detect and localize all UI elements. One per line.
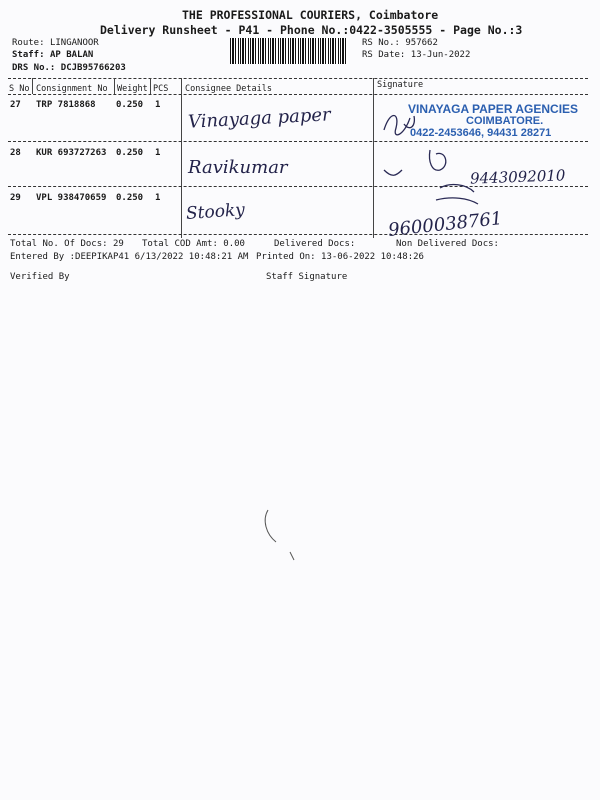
- staff-label: Staff:: [12, 50, 45, 60]
- row-sno: 28: [10, 148, 21, 158]
- row-weight: 0.250: [116, 100, 144, 110]
- row-consignment: TRP 7818868: [36, 100, 96, 110]
- stamp-name: VINAYAGA PAPER AGENCIES: [408, 102, 579, 116]
- row-sno: 27: [10, 100, 21, 110]
- row-pcs: 1: [155, 193, 161, 203]
- signature-phone-2: 9600038761: [387, 208, 504, 241]
- total-docs: Total No. Of Docs: 29: [10, 239, 124, 249]
- total-cod: Total COD Amt: 0.00: [142, 239, 245, 249]
- drs-label: DRS No.:: [12, 63, 56, 73]
- row-consignment: VPL 938470659: [36, 193, 107, 203]
- route-value: LINGANOOR: [49, 38, 99, 48]
- rs-date-label: RS Date:: [362, 50, 406, 60]
- row-pcs: 1: [155, 100, 161, 110]
- col-header-consignment: Consignment No: [36, 84, 108, 94]
- rs-date-value: 13-Jun-2022: [410, 50, 471, 60]
- stamp-phones: 0422-2453646, 94431 28271: [410, 127, 552, 139]
- staff-signature: Staff Signature: [266, 272, 348, 282]
- row-weight: 0.250: [116, 148, 144, 158]
- row-consignee-handwritten: Ravikumar: [188, 157, 288, 178]
- stamp-city: COIMBATORE.: [466, 115, 544, 127]
- printed-on: Printed On: 13-06-2022 10:48:26: [256, 252, 424, 262]
- company-title: THE PROFESSIONAL COURIERS, Coimbatore: [182, 8, 439, 22]
- col-header-weight: Weight: [117, 84, 148, 94]
- col-header-signature: Signature: [377, 80, 424, 90]
- row-consignee-handwritten: Vinayaga paper: [187, 104, 332, 133]
- row-weight: 0.250: [116, 193, 144, 203]
- route-label: Route:: [12, 38, 45, 48]
- col-header-sno: S No: [9, 84, 30, 94]
- non-delivered-docs: Non Delivered Docs:: [396, 239, 499, 249]
- col-header-pcs: PCS: [153, 84, 169, 94]
- staff-value: AP BALAN: [49, 50, 94, 60]
- row-sno: 29: [10, 193, 21, 203]
- rs-no-label: RS No.:: [362, 38, 400, 48]
- row-consignee-handwritten: Stooky: [185, 199, 246, 225]
- delivered-docs: Delivered Docs:: [274, 239, 356, 249]
- verified-by: Verified By: [10, 272, 70, 282]
- drs-value: DCJB95766203: [60, 63, 126, 73]
- entered-by: Entered By :DEEPIKAP41 6/13/2022 10:48:21 AM: [10, 252, 249, 262]
- signature-phone-1: 9443092010: [469, 166, 566, 188]
- row-pcs: 1: [155, 148, 161, 158]
- col-header-consignee: Consignee Details: [185, 84, 272, 94]
- rs-no-value: 957662: [405, 38, 438, 48]
- runsheet-title: Delivery Runsheet - P41 - Phone No.:0422-3505555 - Page No.:3: [100, 23, 523, 37]
- row-consignment: KUR 693727263: [36, 148, 107, 158]
